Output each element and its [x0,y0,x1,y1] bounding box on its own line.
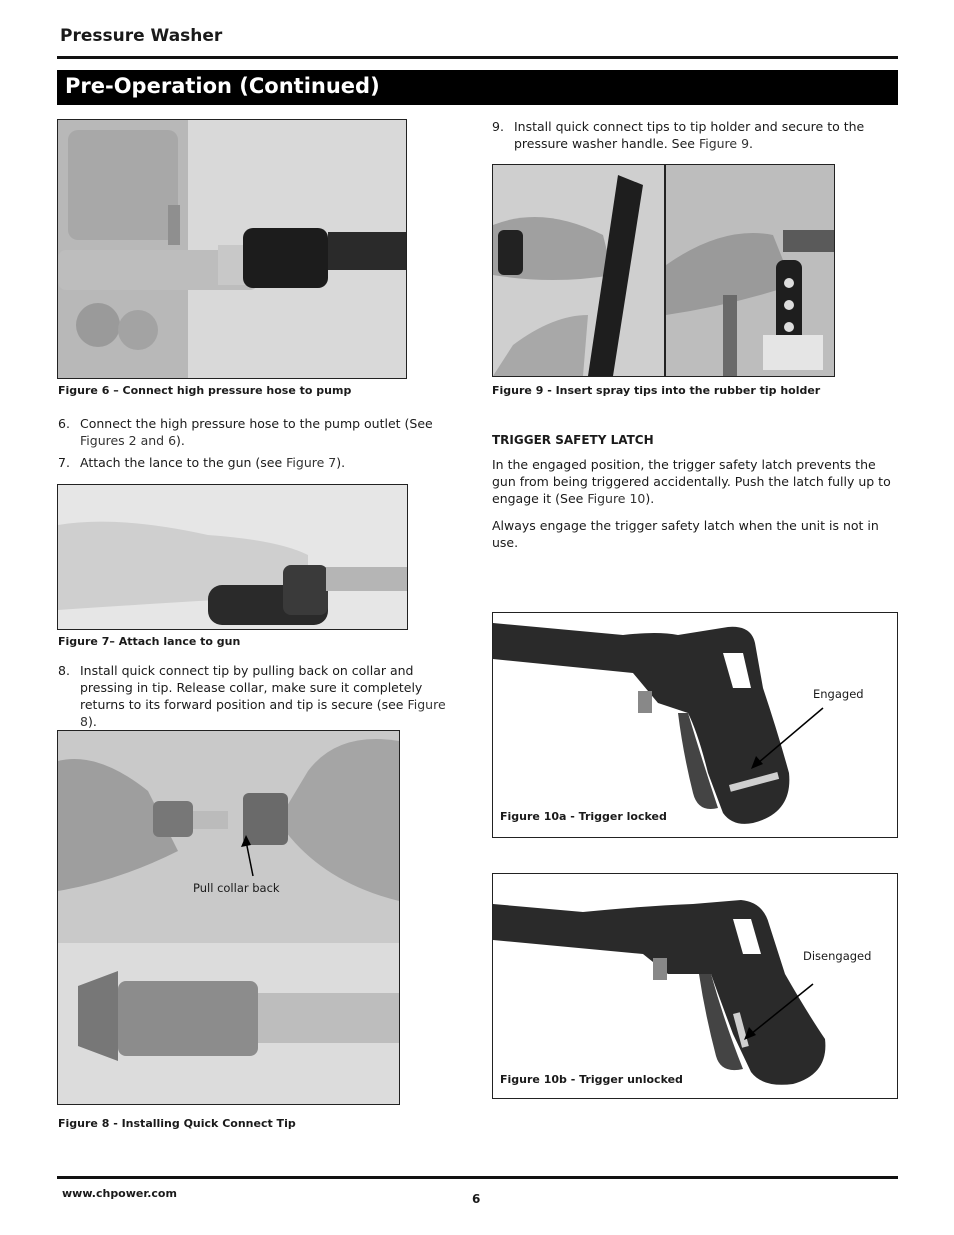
trigger-safety-latch-heading: TRIGGER SAFETY LATCH [492,433,654,447]
step-text-end: ). [336,455,346,470]
step-text: Attach the lance to the gun (see [80,455,287,470]
section-title: Pre-Operation (Continued) [65,74,380,98]
footer-website-link[interactable]: www.chpower.com [62,1187,177,1200]
step-text-end: ). [87,714,97,729]
figure-6-photo [57,119,407,379]
figure-8-caption: Figure 8 - Installing Quick Connect Tip [58,1117,296,1130]
trigger-latch-paragraph-2: Always engage the trigger safety latch when the unit is not in use. [492,518,879,550]
figure-reference-link[interactable]: Figure 10 [587,491,646,506]
step-text: Connect the high pressure hose to the pump outlet (See [80,416,433,431]
step-8 [58,662,458,730]
figure-10b-caption: Figure 10b - Trigger unlocked [500,1073,683,1086]
step-6 [58,415,461,449]
footer-rule [57,1176,898,1179]
step-number: 6. [58,416,70,431]
figure-10b-box [492,873,898,1099]
step-7 [58,454,461,471]
figure-10a-box [492,612,898,838]
section-banner [57,70,898,105]
paragraph-text: In the engaged position, the trigger safety latch prevents the gun from being triggered accidentally. Push the latch fully up to engage it (See [492,457,891,506]
paragraph-text-end: ). [645,491,655,506]
figure-7-photo [57,484,408,630]
pull-collar-callout: Pull collar back [193,881,280,895]
figure-reference-link[interactable]: Figure 8 [80,697,446,729]
figure-reference-link[interactable]: Figure 9 [698,136,750,151]
figure-9-caption: Figure 9 - Insert spray tips into the rubber tip holder [492,384,821,397]
figure-9-photo [492,164,835,377]
step-text: Install quick connect tips to tip holder and secure to the pressure washer handle. See [514,119,865,151]
trigger-latch-paragraph-1 [492,456,897,507]
page-number: 6 [472,1192,481,1206]
step-number: 8. [58,663,70,678]
figure-6-caption: Figure 6 – Connect high pressure hose to pump [58,384,352,397]
figure-reference-link[interactable]: Figure 7 [286,455,337,470]
step-text: Install quick connect tip by pulling back on collar and pressing in tip. Release collar, make sure it completely returns to its forward position and tip is secure (see [80,663,423,712]
step-9 [492,118,892,152]
figure-10a-caption: Figure 10a - Trigger locked [500,810,667,823]
figure-7-caption: Figure 7– Attach lance to gun [58,635,241,648]
step-text-end: . [749,136,754,151]
engaged-callout: Engaged [813,687,864,701]
header-rule [57,56,898,59]
figure-8-photo [57,730,400,1105]
step-text-end: ). [176,433,185,448]
step-number: 9. [492,119,504,134]
figure-reference-link[interactable]: Figures 2 and 6 [80,433,177,448]
step-number: 7. [58,455,70,470]
disengaged-callout: Disengaged [803,949,872,963]
document-title: Pressure Washer [60,26,223,46]
